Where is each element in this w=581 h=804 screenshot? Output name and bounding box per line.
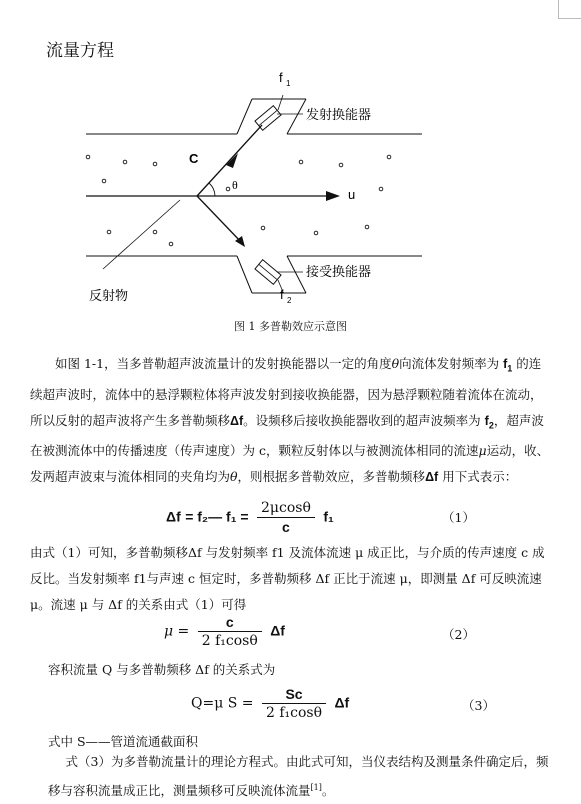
transmitter-housing-right	[287, 99, 306, 134]
particles	[86, 155, 391, 246]
receiver-housing-right	[287, 256, 306, 293]
receiver-housing-left	[237, 256, 252, 293]
equation-3: Q=μ S = $\frac{Sc}{\text{2 f₁cosθ}}$ Δf	[191, 686, 350, 721]
paragraph-3: 容积流量 Q 与多普勒频移 Δf 的关系式为	[48, 662, 276, 677]
page-title: 流量方程	[46, 41, 114, 61]
label-reflector: 反射物	[89, 289, 129, 304]
figure-caption: 图 1 多普勒效应示意图	[234, 320, 347, 333]
paragraph-1: 如图 1-1，当多普勒超声波流量计的发射换能器以一定的角度θ向流体发射频率为 $f_1$ 的连续超声波时，流体中的悬浮颗粒体将声波发射到接收换能器，因为悬浮颗粒随着流体在流动，所以反射的超声波将产生多普勒频移Δf。设频移后接收换能器收到的超声波频率为 $f_2$，超声波在被测流体中的传播速度（传声速度）为 c，颗粒反射体以与被测流体相同的流速μ运动，收、发两超声波束与流体相同的夹角均为θ，则根据多普勒效应，多普勒频移Δf 用下式表示：	[30, 356, 550, 484]
label-f1-sub: 1	[286, 79, 291, 88]
equation-1-number: （1）	[442, 510, 475, 525]
paragraph-2: 由式（1）可知，多普勒频移Δf 与发射频率 f1 及流体流速 μ 成正比，与介质的传声速度 c 成反比。当发射频率 f1与声速 c 恒定时，多普勒频移 Δf 正比于流速 μ，即测量 Δf 可反映流速 μ。流速 μ 与 Δf 的关系由式（1）可得	[30, 545, 545, 612]
label-theta: θ	[232, 178, 238, 192]
label-f1: f	[279, 70, 283, 85]
label-transmitter: 发射换能器	[306, 108, 372, 123]
paragraph-5: 式（3）为多普勒流量计的理论方程式。由此式可知，当仪表结构及测量条件确定后，频移与容积流量成正比，测量频移可反映流体流量[1]。	[48, 754, 549, 799]
reflected-beam	[197, 196, 243, 244]
equation-2-number: （2）	[442, 627, 475, 642]
incident-beam	[197, 125, 262, 196]
label-u: u	[348, 187, 356, 202]
angle-arc	[209, 183, 215, 196]
equation-2-fraction: $\frac{c}{\text{2 f₁cosθ}}$	[198, 614, 262, 649]
equation-1-fraction: $\frac{2\mu\cos\theta}{c}$	[257, 500, 315, 535]
flow-arrowhead	[326, 191, 340, 201]
label-f2-sub: 2	[287, 296, 292, 305]
label-f2: f	[280, 287, 284, 302]
incident-beam-arrowhead	[226, 153, 238, 168]
paragraph-4: 式中 S——管道流通截面积	[48, 734, 199, 749]
f1-leader	[278, 95, 283, 110]
transmitter-transducer	[255, 106, 281, 131]
reflector-leader	[103, 200, 180, 269]
label-c: C	[189, 151, 199, 166]
transmitter-housing-left	[237, 99, 252, 134]
equation-2: μ = $\frac{c}{\text{2 f₁cosθ}}$ Δf	[164, 614, 285, 649]
label-receiver: 接受换能器	[306, 265, 372, 280]
equation-3-fraction: $\frac{Sc}{\text{2 f₁cosθ}}$	[262, 686, 326, 721]
equation-1: Δf = f₂— f₁ = $\frac{2\mu\cos\theta}{c}$ f₁	[166, 500, 334, 535]
doppler-diagram	[0, 0, 581, 340]
equation-3-number: （3）	[462, 698, 495, 713]
